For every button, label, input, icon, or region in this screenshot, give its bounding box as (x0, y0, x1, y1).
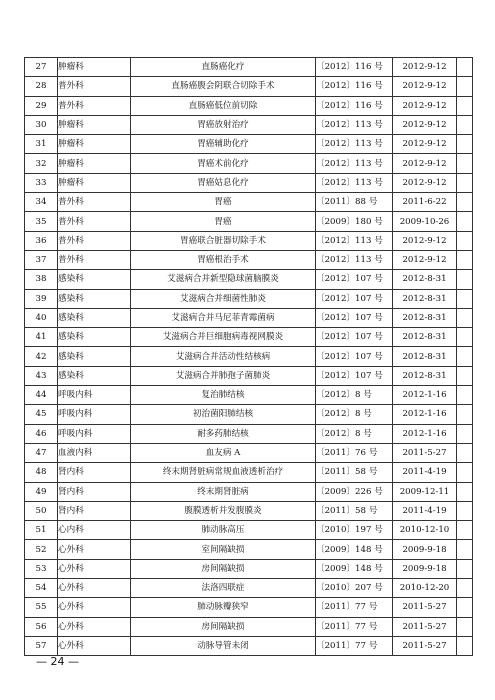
row-number: 51 (25, 521, 58, 540)
blank-cell (457, 521, 473, 540)
document-number-cell: 〔2010〕207 号 (316, 579, 393, 598)
row-number: 54 (25, 579, 58, 598)
document-number-cell: 〔2011〕88 号 (316, 193, 393, 212)
department-cell: 普外科 (58, 212, 131, 231)
pathway-name-cell: 直肠癌化疗 (131, 58, 316, 77)
document-number-cell: 〔2011〕76 号 (316, 443, 393, 462)
table-row (25, 270, 473, 289)
blank-cell (457, 405, 473, 424)
blank-cell (457, 58, 473, 77)
department-cell: 肿瘤科 (58, 135, 131, 154)
blank-cell (457, 579, 473, 598)
department-cell: 心外科 (58, 617, 131, 636)
blank-cell (457, 366, 473, 385)
issue-date-cell: 2011-5-27 (393, 443, 457, 462)
table-row (25, 386, 473, 405)
document-number-cell: 〔2009〕180 号 (316, 212, 393, 231)
department-cell: 血液内科 (58, 443, 131, 462)
pathway-name-cell: 法洛四联症 (131, 579, 316, 598)
document-number-cell: 〔2012〕107 号 (316, 270, 393, 289)
department-cell: 呼吸内科 (58, 424, 131, 443)
document-number-cell: 〔2011〕77 号 (316, 636, 393, 655)
pathway-name-cell: 房间隔缺损 (131, 617, 316, 636)
department-cell: 感染科 (58, 328, 131, 347)
table-row (25, 617, 473, 636)
issue-date-cell: 2012-1-16 (393, 405, 457, 424)
table-row (25, 540, 473, 559)
issue-date-cell: 2011-4-19 (393, 501, 457, 520)
row-number: 36 (25, 231, 58, 250)
pathway-name-cell: 胃癌姑息化疗 (131, 173, 316, 192)
table-row (25, 289, 473, 308)
table-row (25, 559, 473, 578)
table-row (25, 77, 473, 96)
row-number: 49 (25, 482, 58, 501)
blank-cell (457, 540, 473, 559)
document-number-cell: 〔2012〕113 号 (316, 115, 393, 134)
department-cell: 心外科 (58, 540, 131, 559)
document-number-cell: 〔2012〕107 号 (316, 328, 393, 347)
department-cell: 普外科 (58, 231, 131, 250)
pathway-name-cell: 直肠癌低位前切除 (131, 96, 316, 115)
pathway-name-cell: 艾滋病合并活动性结核病 (131, 347, 316, 366)
pathway-name-cell: 胃癌 (131, 193, 316, 212)
blank-cell (457, 617, 473, 636)
blank-cell (457, 463, 473, 482)
pathway-name-cell: 艾滋病合并马尼菲青霉菌病 (131, 308, 316, 327)
department-cell: 普外科 (58, 193, 131, 212)
issue-date-cell: 2012-9-12 (393, 135, 457, 154)
blank-cell (457, 501, 473, 520)
blank-cell (457, 193, 473, 212)
row-number: 30 (25, 115, 58, 134)
document-number-cell: 〔2012〕107 号 (316, 347, 393, 366)
pathway-name-cell: 艾滋病合并新型隐球菌脑膜炎 (131, 270, 316, 289)
pathway-name-cell: 直肠癌腹会阴联合切除手术 (131, 77, 316, 96)
issue-date-cell: 2011-6-22 (393, 193, 457, 212)
department-cell: 感染科 (58, 308, 131, 327)
table-row (25, 366, 473, 385)
pathway-name-cell: 动脉导管未闭 (131, 636, 316, 655)
table-row (25, 231, 473, 250)
row-number: 41 (25, 328, 58, 347)
row-number: 44 (25, 386, 58, 405)
department-cell: 感染科 (58, 289, 131, 308)
issue-date-cell: 2012-8-31 (393, 289, 457, 308)
blank-cell (457, 135, 473, 154)
table-row (25, 424, 473, 443)
table-row (25, 482, 473, 501)
blank-cell (457, 559, 473, 578)
document-number-cell: 〔2009〕226 号 (316, 482, 393, 501)
document-number-cell: 〔2012〕116 号 (316, 96, 393, 115)
document-number-cell: 〔2011〕58 号 (316, 501, 393, 520)
department-cell: 心内科 (58, 521, 131, 540)
issue-date-cell: 2012-9-12 (393, 96, 457, 115)
document-number-cell: 〔2009〕148 号 (316, 540, 393, 559)
row-number: 47 (25, 443, 58, 462)
issue-date-cell: 2009-10-26 (393, 212, 457, 231)
document-number-cell: 〔2012〕8 号 (316, 424, 393, 443)
pathway-name-cell: 胃癌辅助化疗 (131, 135, 316, 154)
issue-date-cell: 2009-9-18 (393, 540, 457, 559)
pathway-name-cell: 终末期肾脏病 (131, 482, 316, 501)
document-number-cell: 〔2012〕116 号 (316, 58, 393, 77)
blank-cell (457, 231, 473, 250)
pathway-name-cell: 血友病 A (131, 443, 316, 462)
row-number: 27 (25, 58, 58, 77)
blank-cell (457, 270, 473, 289)
blank-cell (457, 386, 473, 405)
issue-date-cell: 2012-9-12 (393, 154, 457, 173)
table-body (25, 58, 473, 656)
blank-cell (457, 328, 473, 347)
row-number: 31 (25, 135, 58, 154)
issue-date-cell: 2012-9-12 (393, 58, 457, 77)
table-row (25, 636, 473, 655)
row-number: 38 (25, 270, 58, 289)
issue-date-cell: 2012-8-31 (393, 308, 457, 327)
issue-date-cell: 2012-1-16 (393, 424, 457, 443)
row-number: 35 (25, 212, 58, 231)
blank-cell (457, 424, 473, 443)
table-row (25, 598, 473, 617)
blank-cell (457, 96, 473, 115)
blank-cell (457, 482, 473, 501)
pathway-name-cell: 房间隔缺损 (131, 559, 316, 578)
department-cell: 感染科 (58, 366, 131, 385)
department-cell: 肿瘤科 (58, 115, 131, 134)
department-cell: 感染科 (58, 270, 131, 289)
department-cell: 肾内科 (58, 463, 131, 482)
table-row (25, 96, 473, 115)
document-number-cell: 〔2012〕116 号 (316, 77, 393, 96)
document-number-cell: 〔2012〕107 号 (316, 289, 393, 308)
pathway-name-cell: 艾滋病合并细菌性肺炎 (131, 289, 316, 308)
table-row (25, 328, 473, 347)
department-cell: 心外科 (58, 598, 131, 617)
blank-cell (457, 250, 473, 269)
issue-date-cell: 2012-8-31 (393, 366, 457, 385)
row-number: 55 (25, 598, 58, 617)
issue-date-cell: 2012-8-31 (393, 270, 457, 289)
department-cell: 肿瘤科 (58, 173, 131, 192)
blank-cell (457, 173, 473, 192)
row-number: 42 (25, 347, 58, 366)
document-number-cell: 〔2011〕77 号 (316, 617, 393, 636)
table-row (25, 579, 473, 598)
document-number-cell: 〔2012〕113 号 (316, 250, 393, 269)
row-number: 29 (25, 96, 58, 115)
row-number: 48 (25, 463, 58, 482)
blank-cell (457, 212, 473, 231)
issue-date-cell: 2011-5-27 (393, 617, 457, 636)
issue-date-cell: 2010-12-10 (393, 521, 457, 540)
table-row (25, 135, 473, 154)
table-row (25, 443, 473, 462)
issue-date-cell: 2010-12-20 (393, 579, 457, 598)
row-number: 50 (25, 501, 58, 520)
table-row (25, 173, 473, 192)
document-number-cell: 〔2012〕8 号 (316, 405, 393, 424)
department-cell: 呼吸内科 (58, 405, 131, 424)
department-cell: 肿瘤科 (58, 154, 131, 173)
table-row (25, 58, 473, 77)
issue-date-cell: 2012-9-12 (393, 231, 457, 250)
document-number-cell: 〔2012〕107 号 (316, 366, 393, 385)
row-number: 32 (25, 154, 58, 173)
row-number: 53 (25, 559, 58, 578)
pathway-name-cell: 胃癌 (131, 212, 316, 231)
document-number-cell: 〔2012〕107 号 (316, 308, 393, 327)
department-cell: 肿瘤科 (58, 58, 131, 77)
row-number: 37 (25, 250, 58, 269)
table-row (25, 463, 473, 482)
issue-date-cell: 2011-5-27 (393, 636, 457, 655)
blank-cell (457, 443, 473, 462)
row-number: 40 (25, 308, 58, 327)
pathway-name-cell: 胃癌术前化疗 (131, 154, 316, 173)
department-cell: 普外科 (58, 96, 131, 115)
row-number: 45 (25, 405, 58, 424)
blank-cell (457, 115, 473, 134)
pathway-table (24, 57, 473, 656)
department-cell: 感染科 (58, 347, 131, 366)
pathway-name-cell: 胃癌联合脏器切除手术 (131, 231, 316, 250)
table-row (25, 193, 473, 212)
row-number: 28 (25, 77, 58, 96)
row-number: 56 (25, 617, 58, 636)
blank-cell (457, 598, 473, 617)
issue-date-cell: 2011-4-19 (393, 463, 457, 482)
pathway-name-cell: 肺动脉高压 (131, 521, 316, 540)
department-cell: 心外科 (58, 559, 131, 578)
blank-cell (457, 77, 473, 96)
issue-date-cell: 2012-9-12 (393, 173, 457, 192)
row-number: 57 (25, 636, 58, 655)
issue-date-cell: 2012-8-31 (393, 347, 457, 366)
document-number-cell: 〔2011〕58 号 (316, 463, 393, 482)
document-number-cell: 〔2012〕113 号 (316, 135, 393, 154)
pathway-name-cell: 终末期肾脏病常规血液透析治疗 (131, 463, 316, 482)
issue-date-cell: 2012-9-12 (393, 250, 457, 269)
row-number: 46 (25, 424, 58, 443)
document-number-cell: 〔2009〕148 号 (316, 559, 393, 578)
issue-date-cell: 2012-9-12 (393, 77, 457, 96)
table-row (25, 308, 473, 327)
table-row (25, 405, 473, 424)
department-cell: 肾内科 (58, 482, 131, 501)
table-row (25, 501, 473, 520)
document-number-cell: 〔2011〕77 号 (316, 598, 393, 617)
issue-date-cell: 2009-9-18 (393, 559, 457, 578)
pathway-name-cell: 胃癌根治手术 (131, 250, 316, 269)
row-number: 39 (25, 289, 58, 308)
blank-cell (457, 636, 473, 655)
document-number-cell: 〔2012〕113 号 (316, 154, 393, 173)
document-number-cell: 〔2012〕8 号 (316, 386, 393, 405)
pathway-name-cell: 艾滋病合并巨细胞病毒视网膜炎 (131, 328, 316, 347)
pathway-name-cell: 室间隔缺损 (131, 540, 316, 559)
blank-cell (457, 347, 473, 366)
table-row (25, 347, 473, 366)
issue-date-cell: 2012-9-12 (393, 115, 457, 134)
table-row (25, 115, 473, 134)
department-cell: 肾内科 (58, 501, 131, 520)
issue-date-cell: 2012-1-16 (393, 386, 457, 405)
document-number-cell: 〔2010〕197 号 (316, 521, 393, 540)
pathway-name-cell: 耐多药肺结核 (131, 424, 316, 443)
blank-cell (457, 289, 473, 308)
issue-date-cell: 2011-5-27 (393, 598, 457, 617)
department-cell: 心外科 (58, 636, 131, 655)
pathway-name-cell: 复治肺结核 (131, 386, 316, 405)
department-cell: 普外科 (58, 77, 131, 96)
blank-cell (457, 308, 473, 327)
department-cell: 普外科 (58, 250, 131, 269)
issue-date-cell: 2009-12-11 (393, 482, 457, 501)
pathway-name-cell: 初治菌阳肺结核 (131, 405, 316, 424)
table-row (25, 154, 473, 173)
row-number: 33 (25, 173, 58, 192)
row-number: 52 (25, 540, 58, 559)
department-cell: 呼吸内科 (58, 386, 131, 405)
table-row (25, 212, 473, 231)
pathway-name-cell: 胃癌放射治疗 (131, 115, 316, 134)
department-cell: 心外科 (58, 579, 131, 598)
blank-cell (457, 154, 473, 173)
document-number-cell: 〔2012〕113 号 (316, 173, 393, 192)
table-row (25, 250, 473, 269)
pathway-name-cell: 肺动脉瓣狭窄 (131, 598, 316, 617)
document-number-cell: 〔2012〕113 号 (316, 231, 393, 250)
row-number: 43 (25, 366, 58, 385)
pathway-name-cell: 艾滋病合并肺孢子菌肺炎 (131, 366, 316, 385)
table-row (25, 521, 473, 540)
row-number: 34 (25, 193, 58, 212)
page-number: — 24 — (36, 655, 79, 668)
issue-date-cell: 2012-8-31 (393, 328, 457, 347)
pathway-name-cell: 腹膜透析并发腹膜炎 (131, 501, 316, 520)
